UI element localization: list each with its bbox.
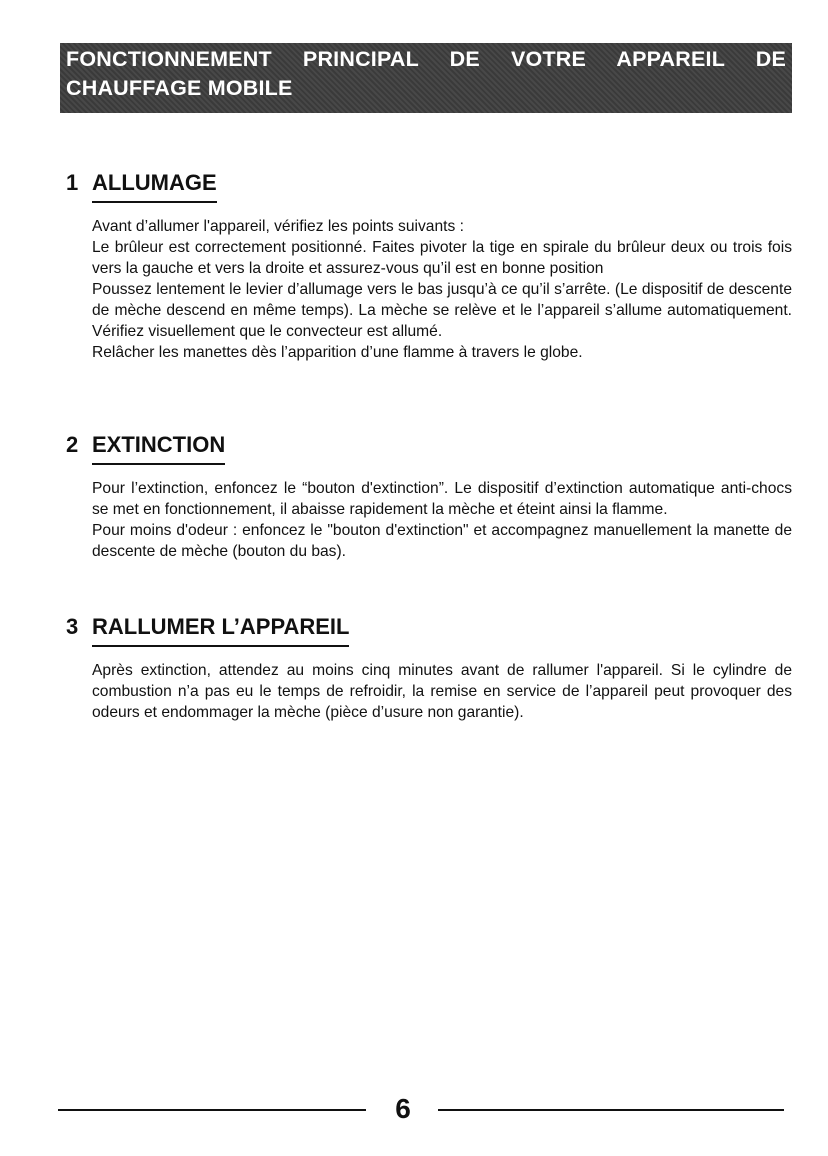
section-number: 2 [66,432,79,457]
section-title: RALLUMER L’APPAREIL [92,614,349,644]
footer-rule-right [438,1109,784,1111]
section-heading [66,432,792,462]
title-banner [60,43,792,113]
paragraph: Le brûleur est correctement positionné. Faites pivoter la tige en spirale du brûleur deux ou trois fois vers la gauche et vers la droite et assurez-vous qu’il est en bonne position [92,239,792,277]
paragraph: Pour l’extinction, enfoncez le “bouton d'extinction”. Le dispositif d’extinction automatique anti-chocs se met en fonctionnement, il abaisse rapidement la mèche et éteint ainsi la flamme. [92,480,792,518]
section-title: ALLUMAGE [92,170,217,200]
paragraph: Relâcher les manettes dès l’apparition d’une flamme à travers le globe. [92,344,583,361]
section-number: 3 [66,614,79,639]
paragraph: Poussez lentement le levier d’allumage vers le bas jusqu’à ce qu’il s’arrête. (Le dispositif de descente de mèche descend en même temps). La mèche se relève et le l’appareil s’allume automatiquement. Vérifiez visuellement que le convecteur est allumé. [92,281,792,340]
page-number: 6 [395,1093,411,1124]
section-number: 1 [66,170,79,195]
page-title: FONCTIONNEMENT PRINCIPAL DE VOTRE APPAREIL DE CHAUFFAGE MOBILE [66,47,786,100]
section-body [92,478,792,562]
paragraph: Après extinction, attendez au moins cinq minutes avant de rallumer l'appareil. Si le cylindre de combustion n’a pas eu le temps de refroidir, la remise en service de l’appareil peut provoquer des odeurs et endommager la mèche (pièce d’usure non garantie). [92,662,792,721]
section-heading [66,614,792,644]
section-heading [66,170,792,200]
section-body [92,216,792,363]
paragraph: Avant d’allumer l'appareil, vérifiez les points suivants : [92,218,464,235]
paragraph: Pour moins d'odeur : enfoncez le "bouton d'extinction" et accompagnez manuellement la manette de descente de mèche (bouton du bas). [92,522,792,560]
section-body [92,660,792,723]
footer-rule-left [58,1109,366,1111]
section-extinction [66,432,792,562]
section-allumage [66,170,792,363]
section-rallumer [66,614,792,723]
section-title: EXTINCTION [92,432,225,462]
